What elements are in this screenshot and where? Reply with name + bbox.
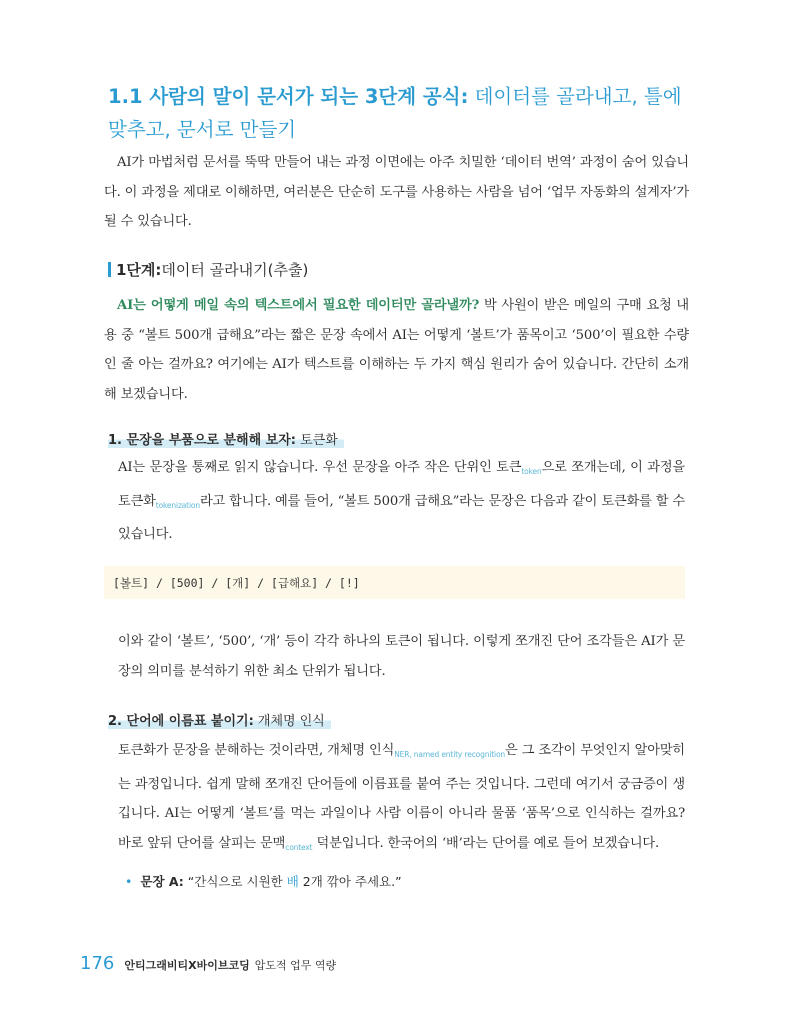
step1-paragraph-text: 박 사원이 받은 메일의 구매 요청 내용 중 “볼트 500개 급해요”라는 짧은 문장 속에서 AI는 어떻게 ‘볼트’가 품목이고 ‘500’이 필요한 수량인 줄 아는 걸까요? 여기에는 AI가 텍스트를 이해하는 두 가지 핵심 원리가 숨어 있습니다. 간단히 소개해 보겠습니다. — [104, 298, 690, 402]
subsection1-text-1: AI는 문장을 통째로 읽지 않습니다. 우선 문장을 아주 작은 단위인 토큰 — [118, 460, 522, 475]
intro-paragraph: AI가 마법처럼 문서를 뚝딱 만들어 내는 과정 이면에는 아주 치밀한 ‘데이터 번역’ 과정이 숨어 있습니다. 이 과정을 제대로 이해하면, 여러분은 단순히 도구를 사용하는 사람을 넘어 ‘업무 자동화의 설계자’가 될 수 있습니다. — [104, 155, 689, 229]
example-quote-2: 2개 깎아 주세요.” — [298, 874, 402, 889]
context-annotation: context — [285, 842, 313, 852]
step1-title: 데이터 골라내기(추출) — [161, 261, 309, 279]
example-label: 문장 A: — [140, 874, 184, 889]
step1-question: AI는 어떻게 메일 속의 텍스트에서 필요한 데이터만 골라낼까? — [117, 298, 480, 313]
tokenization-annotation: tokenization — [155, 500, 200, 510]
section-heading-subtitle: 데이터를 골라내고, 틀에 맞추고, 문서로 만들기 — [108, 85, 682, 141]
after-code-paragraph: 이와 같이 ‘볼트’, ‘500’, ‘개’ 등이 각각 하나의 토큰이 됩니다. 이렇게 쪼개진 단어 조각들은 AI가 문장의 의미를 분석하기 위한 최소 단위가 됩니다. — [118, 634, 685, 679]
section-heading-title: 1.1 사람의 말이 문서가 되는 3단계 공식: — [108, 85, 469, 108]
ner-annotation: NER, named entity recognition — [394, 750, 506, 759]
token-annotation: token — [521, 467, 542, 476]
code-block-text: [볼트] / [500] / [개] / [급해요] / [!] — [113, 575, 360, 590]
step1-paragraph — [104, 291, 689, 409]
code-block — [104, 566, 685, 599]
example-quote-1: “간식으로 시원한 — [183, 874, 287, 889]
example-bullet — [125, 872, 402, 890]
bullet-dot-icon: • — [125, 874, 133, 889]
step1-heading — [108, 259, 308, 280]
subsection1-title: 토큰화 — [295, 433, 338, 448]
book-title: 안티그래비티X바이브코딩 — [124, 959, 250, 972]
subsection1-heading — [108, 429, 344, 448]
subsection2-title: 개체명 인식 — [253, 714, 325, 729]
subsection2-label: 2. 단어에 이름표 붙이기: — [108, 714, 254, 729]
subsection2-heading — [108, 710, 331, 729]
subsection2-paragraph — [118, 736, 685, 862]
subsection1-text-3: 라고 합니다. 예를 들어, “볼트 500개 급해요”라는 문장은 다음과 같이 토큰화를 할 수 있습니다. — [118, 493, 685, 542]
step1-label: 1단계: — [116, 261, 162, 279]
subsection1-paragraph — [118, 453, 685, 550]
example-highlight-word: 배 — [286, 874, 299, 889]
subsection1-label: 1. 문장을 부품으로 분해해 보자: — [108, 433, 296, 448]
book-subtitle: 압도적 업무 역량 — [254, 959, 337, 972]
page-number: 176 — [80, 953, 115, 974]
section-heading — [108, 80, 693, 146]
subsection1-text-2: 으로 쪼개는데, 이 과정을 토큰화 — [118, 460, 685, 509]
page-footer — [80, 953, 336, 974]
subsection2-text-3: 덕분입니다. 한국어의 ‘배’라는 단어를 예로 들어 보겠습니다. — [312, 835, 660, 851]
subsection2-text-2: 은 그 조각이 무엇인지 알아맞히는 과정입니다. 쉽게 말해 쪼개진 단어들에 이름표를 붙여 주는 것입니다. 그런데 여기서 궁금증이 생깁니다. AI는 어떻게 ‘볼트’를 먹는 과일이나 사람 이름이 아니라 물품 ‘품목’으로 인식하는 걸까요? 바로 앞뒤 단어를 살피는 문맥 — [118, 743, 685, 851]
subsection2-text-1: 토큰화가 문장을 분해하는 것이라면, 개체명 인식 — [118, 743, 395, 758]
step1-accent-bar — [108, 262, 111, 277]
